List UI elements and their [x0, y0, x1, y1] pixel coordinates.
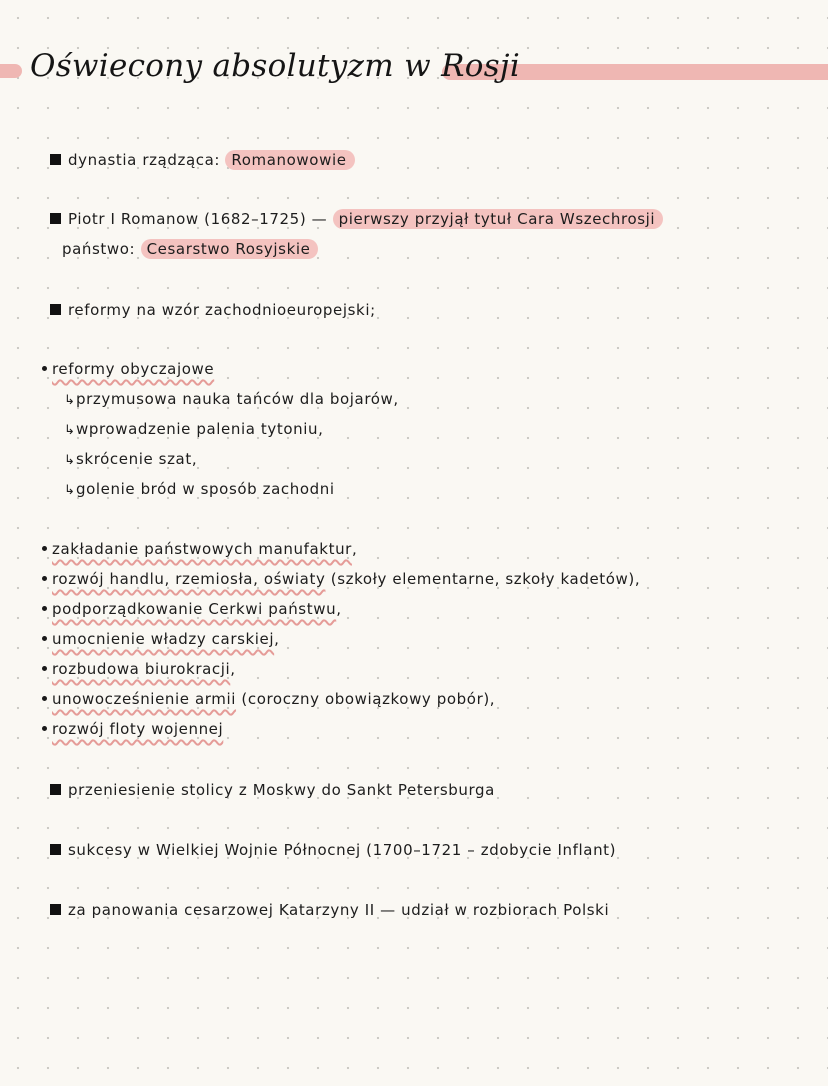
- customs-item-text: skrócenie szat,: [76, 450, 198, 468]
- reform-item-rest: ,: [274, 630, 280, 648]
- reform-item: [42, 629, 280, 649]
- title-accent-bar-left: [0, 64, 22, 78]
- reform-item-underlined: podporządkowanie Cerkwi państwu: [52, 600, 337, 618]
- square-bullet-icon: [50, 784, 61, 795]
- reforms-intro-line: [50, 300, 376, 320]
- square-bullet-icon: [50, 304, 61, 315]
- capital-text: przeniesienie stolicy z Moskwy do Sankt Petersburga: [68, 781, 495, 799]
- customs-item: [64, 389, 399, 411]
- war-line: [50, 840, 616, 860]
- square-bullet-icon: [50, 844, 61, 855]
- dynasty-line: [50, 150, 355, 170]
- dot-bullet-icon: [42, 726, 47, 731]
- peter-label: Piotr I Romanow (1682–1725) —: [68, 210, 328, 228]
- customs-heading: reformy obyczajowe: [52, 360, 215, 378]
- customs-item-text: wprowadzenie palenia tytoniu,: [76, 420, 324, 438]
- reform-item: [42, 569, 640, 589]
- reform-item-rest: (szkoły elementarne, szkoły kadetów),: [325, 570, 641, 588]
- reform-item-rest: ,: [230, 660, 236, 678]
- square-bullet-icon: [50, 904, 61, 915]
- reform-item-underlined: umocnienie władzy carskiej: [52, 630, 275, 648]
- peter-line: [50, 209, 663, 229]
- customs-heading-line: [42, 359, 214, 379]
- reform-item: [42, 599, 342, 619]
- dot-bullet-icon: [42, 666, 47, 671]
- reform-item-underlined: zakładanie państwowych manufaktur: [52, 540, 352, 558]
- reform-item-rest: (coroczny obowiązkowy pobór),: [236, 690, 496, 708]
- reform-item-rest: ,: [336, 600, 342, 618]
- capital-line: [50, 780, 495, 800]
- catherine-text: za panowania cesarzowej Katarzyny II — udział w rozbiorach Polski: [68, 901, 610, 919]
- dot-bullet-icon: [42, 606, 47, 611]
- arrow-return-icon: ↳: [64, 393, 76, 408]
- reform-item-underlined: rozwój handlu, rzemiosła, oświaty: [52, 570, 326, 588]
- reform-item: [42, 659, 236, 679]
- state-label: państwo:: [62, 240, 136, 258]
- arrow-return-icon: ↳: [64, 483, 76, 498]
- peter-highlight: pierwszy przyjął tytuł Cara Wszechrosji: [333, 209, 664, 229]
- reform-item-underlined: rozwój floty wojennej: [52, 720, 224, 738]
- dot-bullet-icon: [42, 366, 47, 371]
- square-bullet-icon: [50, 154, 61, 165]
- dynasty-highlight: Romanowowie: [225, 150, 354, 170]
- page-title: Oświecony absolutyzm w Rosji: [30, 48, 521, 84]
- dot-bullet-icon: [42, 696, 47, 701]
- reform-item-underlined: unowocześnienie armii: [52, 690, 237, 708]
- customs-item: [64, 479, 335, 501]
- catherine-line: [50, 900, 609, 920]
- arrow-return-icon: ↳: [64, 453, 76, 468]
- dynasty-label: dynastia rządząca:: [68, 151, 221, 169]
- dot-bullet-icon: [42, 546, 47, 551]
- reform-item: [42, 539, 357, 559]
- customs-item-text: golenie bród w sposób zachodni: [76, 480, 335, 498]
- reform-item-rest: ,: [351, 540, 358, 558]
- customs-item-text: przymusowa nauka tańców dla bojarów,: [76, 390, 399, 408]
- state-line: [62, 239, 318, 259]
- customs-item: [64, 419, 323, 441]
- war-text: sukcesy w Wielkiej Wojnie Północnej (1700–1721 – zdobycie Inflant): [68, 841, 617, 859]
- state-highlight: Cesarstwo Rosyjskie: [141, 239, 319, 259]
- dot-bullet-icon: [42, 576, 47, 581]
- square-bullet-icon: [50, 213, 61, 224]
- reform-item-underlined: rozbudowa biurokracji: [52, 660, 231, 678]
- arrow-return-icon: ↳: [64, 423, 76, 438]
- reform-item: [42, 719, 223, 739]
- customs-item: [64, 449, 197, 471]
- reforms-intro-text: reformy na wzór zachodnioeuropejski;: [68, 301, 376, 319]
- reform-item: [42, 689, 495, 709]
- dot-bullet-icon: [42, 636, 47, 641]
